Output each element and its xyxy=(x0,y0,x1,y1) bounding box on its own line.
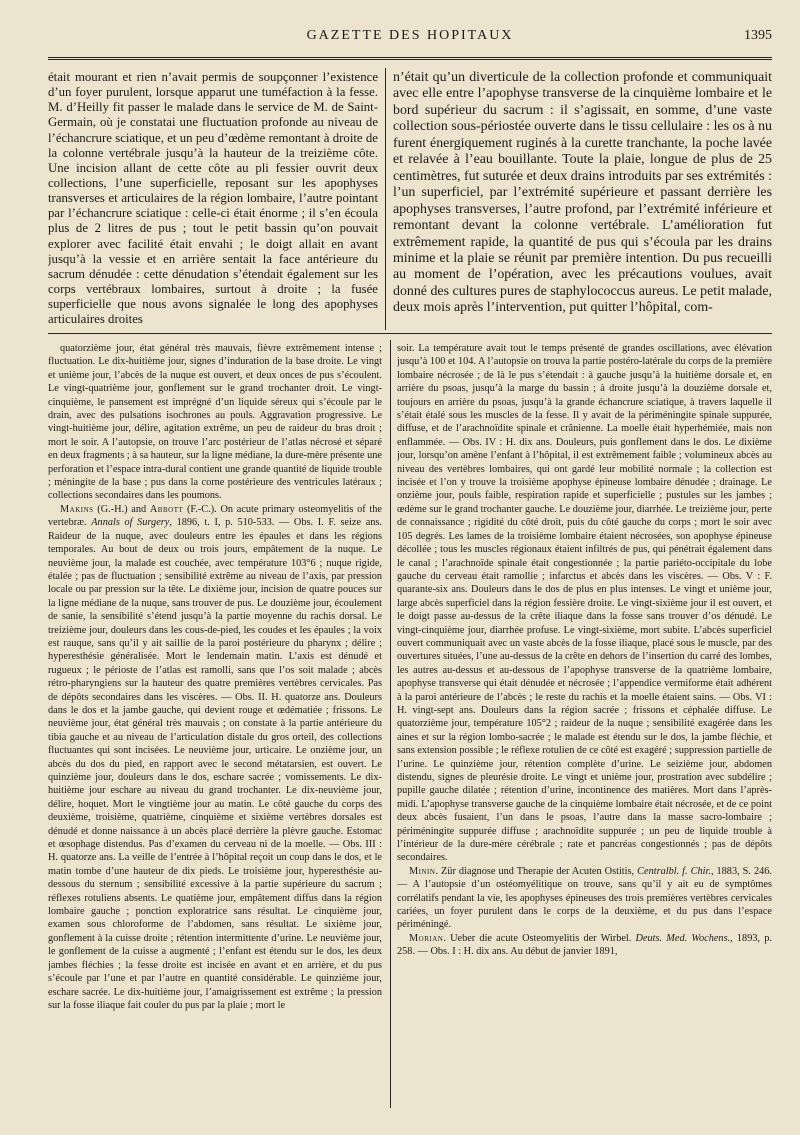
page-number: 1395 xyxy=(744,28,772,43)
author-name: Makins xyxy=(60,503,94,515)
top-right-column xyxy=(393,70,772,328)
note-paragraph: soir. La température avait tout le temps présenté de grandes oscillations, avec élévation jusqu’à 100 et 104. A l’autopsie on trouva la partie postéro-latérale du corps de la première lombaire nécrosée ; de là le pus s’étendait : à gauche jusqu’à la huitième dorsale et, en arrière du psoas, jusqu’à la marge du bassin ; à droite jusqu’à la douzième dorsale et, toujours en arrière du psoas, jusqu’à la grande échancrure sciatique, à travers laquelle il s’était étalé sous les muscles de la fesse. Il y avait de la périméningite spinale suppurée, diffuse, et de l’arachnoïdite spinale et crânienne. La moelle était hyperhémiée, mais non enflammée. — Obs. IV : H. dix ans. Douleurs, puis gonflement dans le dos. Le dixième jour, lorsqu’on amène l’enfant à l’hôpital, il est extrêmement faible ; volumineux abcès au niveau des vertèbres lombaires, qui ont gardé leur mobilité normale ; la collection est incisée et l’on y trouve la troisième apophyse épineuse lombaire dénudée ; drainage. Le onzième jour, pouls faible, respiration rapide et superficielle ; pustules sur les jambes ; œdème sur le grand trochanter gauche. Le douzième jour, diarrhée. Le treizième jour, perte de connaissance ; rigidité du côté droit, puis du côté gauche du corps ; mort le soir avec 105 degrés. Les lames de la troisième lombaire étaient nécrosées, son apophyse épineuse décollée ; tous les muscles régionaux étaient infiltrés de pus, qui pénétrait également dans le canal ; l’arachnoïde spinale était congestionnée ; la partie pariéto-occipitale du lobe gauche du cerveau était ramollie ; infarctus et abcès dans les viscères. — Obs. V : F. quarante-six ans. Douleurs dans le dos de plus en plus intenses. Le vingt et unième jour, large abcès superficiel dans la région fessière droite. Le vingt-sixième jour il est ouvert, et le doigt passe au-dessus de la crête iliaque dans la fosse sans trouver d’os dénudé. Le vingt-cinquième jour, diarrhée profuse. Le vingt-sixième, mort subite. L’abcès superficiel ouvert communiquait avec un vaste abcès de la fosse iliaque, placé sous le muscle, par des ouvertures situées, l’une au-dessus de la crête en dehors de l’insertion du carré des lombes, les autres au-dessus et au-dessous de l’apophyse transverse de la quatrième lombaire, apophyse transverse qui était dénudée et nécrosée ; l’appendice vermiforme était adhérent à la paroi antérieure de l’abcès ; le reste du rachis et la moelle étaient sains. — Obs. VI : H. vingt-sept ans. Douleurs dans la région sacrée ; frissons et céphalée diffuse. Le quatorzième jour, température 105°2 ; raideur de la nuque ; sensibilité exagérée dans les aines et sur la région lombo-sacrée ; le malade est étendu sur le dos, la jambe fléchie, et sans extension possible ; le réflexe rotulien de ce côté est exagéré ; suppression partielle de l’urine. Le quinzième jour, rétention complète d’urine. Le seizième jour, abdomen distendu, signes de pleurésie droite. Le vingt et unième jour, prostration avec subdélire ; pupille gauche dilatée ; rétention d’urine, incontinence des matières. Mort dans l’après-midi. L’apophyse transverse gauche de la cinquième lombaire était nécrosée, et de ce point deux abcès fusaient, l’un dans le psoas, l’autre dans la masse sacro-lombaire ; périméningite suppurée diffuse ; arachnoïdite suppurée ; un peu de liquide trouble à l’intérieur de la dure-mère cérébrale ; rate et pancréas congestionnés ; pas de dépôts secondaires. xyxy=(397,343,772,864)
bibliography-entry-minin: Minin. Zür diagnose und Therapie der Acuten Ostitis, Centralbl. f. Chir., 1883, S. 246. — A l’autopsie d’un ostéomyélitique on trouve, sans qu’il y ait eu de symptômes corrélatifs pendant la vie, les apophyses épineuses des trois premières vertèbres cervicales cariées, un foyer purulent dans le corps de la deuxième, et du pus dans l’espace périméningé. xyxy=(397,865,772,931)
author-name: Minin xyxy=(409,865,436,877)
journal-title: GAZETTE DES HOPITAUX xyxy=(306,28,514,43)
author-name: Morian xyxy=(409,932,444,944)
header-rule xyxy=(48,57,772,60)
bibliography-entry-makins: Makins (G.-H.) and Abbott (F.-C.). On acute primary osteomyelitis of the vertebræ. Annals of Surgery, 1896, t. I, p. 510-533. — Obs. I. F. seize ans. Raideur de la nuque, avec douleurs entre les épaules et dans les régions temporales. Au bout de deux ou trois jours, empâtement de la nuque. Le neuvième jour, la malade est couchée, avec température 103°6 ; nuque rigide, étalée ; pas de fluctuation ; sensibilité extrême au niveau de l’axis, par pression locale ou par pression sur la tête. Le dixième jour, incision de quatre pouces sur la ligne médiane de la nuque, sans trouver de pus. Le douzième jour, écoulement de sanie, la sensibilité s’étend jusqu’à la partie moyenne du rachis dorsal. Le treizième jour, douleurs dans les cous-de-pied, les coudes et les épaules ; la voix est rauque, sans qu’il y ait saillie de la paroi postérieure du pharynx ; délire ; hyperesthésie généralisée. Mort le lendemain matin. L’axis est dénudé et rugueux ; le périoste de l’atlas est ramolli, sans que l’os soit malade ; abcès rétro-pharyngiens sur la hauteur des quatre premières vertèbres cervicales. Pas de dépôts secondaires dans les viscères. — Obs. II. H. quatorze ans. Douleurs dans le dos et la jambe gauche, qui devient rouge et œdématiée ; frissons. Le neuvième jour, état général très mauvais ; on constate à la partie antérieure du tibia gauche et au niveau de l’articulation distale du gros orteil, des collections fluctuantes qui sont incisées. Le neuvième jour, urticaire. Le onzième jour, un abcès du dos du pied, en rapport avec le second métatarsien, est ouvert. Le quinzième jour, douleurs dans le dos, eschare sacrée ; vomissements. Le dix-huitième jour eschare au niveau du grand trochanter. Le dix-neuvième jour, délire, hoquet. Mort le vingtième jour au matin. Le côté gauche du corps des deuxième, troisième, quatrième, cinquième et sixième vertèbres dorsales est dénudé et donne naissance à un abcès placé derrière la plèvre gauche. Estomac et œsophage distendus. Pas d’examen du cerveau ni de la moelle. — Obs. III : H. quatorze ans. La veille de l’entrée à l’hôpital reçoit un coup dans le dos, et le matin tombe d’une hauteur de dix pieds. Le troisième jour, hyperesthésie au-dessous du sternum ; sensibilité excessive à la partie supérieure du sacrum ; réflexes rotuliens absents. Le quatième jour, empâtement diffus dans la région lombaire gauche ; ponction exploratrice sans résultat. Le cinquième jour, examen sous chloroforme de l’abdomen, sans résultat. Le sixième jour, gonflement à la cuisse droite ; rétention intermittente d’urine. Le neuvième jour, le gonflement de la cuisse a augmenté ; l’enfant est étendu sur le dos, les deux jambes fléchies ; la fesse droite est incisée en avant et en arrière, et du pus s’écoule par l’une et par l’autre en quantité considérable. Le quinzième jour, eschare sacrée. Le dix-huitième jour, l’amaigrissement est extrême ; la pression sur la fosse iliaque fait couler du pus par la plaie ; mort le xyxy=(48,503,382,1011)
bottom-right-column xyxy=(397,342,772,1108)
running-header xyxy=(48,28,772,50)
author-name: Abbott xyxy=(149,503,184,515)
journal-name: Deuts. Med. Wochens. xyxy=(635,932,731,944)
bottom-left-column xyxy=(48,342,382,1108)
section-rule xyxy=(48,333,772,334)
body-paragraph: était mourant et rien n’avait permis de soupçonner l’existence d’un foyer purulent, lorsque apparut une tuméfaction à la fesse. M. d’Heilly fit passer le malade dans le service de M. de Saint-Germain, où je constatai une fluctuation profonde au niveau de l’échancrure sciatique, et un peu d’œdème remontant à droite de la colonne vertébrale jusqu’à la hauteur de la treizième côte. Une incision allant de cette côte au pli fessier ouvrit deux collections, l’une superficielle, reposant sur les apophyses transverses et articulaires de la région lombaire, l’autre pointant par l’échancrure sciatique : celle-ci était énorme ; il s’en écoula plus de 2 litres de pus ; tout le petit bassin qu’on pouvait explorer avec facilité était envahi ; le doigt allait en avant jusqu’à la vessie et en arrière sentait la face antérieure du sacrum dénudée : cette dénudation s’étendait également sur les corps vertébraux lombaires, surtout à droite ; la fusée superficielle que nous avons signalée le long des apophyses articulaires droites xyxy=(48,70,378,327)
column-divider-bottom xyxy=(390,340,391,1108)
note-paragraph: quatorzième jour, état général très mauvais, fièvre extrêmement intense ; fluctuation. Le dix-huitième jour, signes d’induration de la base droite. Le vingt et unième jour, l’abcès de la nuque est ouvert, et deux onces de pus s’écoulent. Le vingt-quatrième jour, gonflement sur le grand trochanter droit. Le vingt-cinquième, le pansement est imprégné d’un liquide séreux qui s’écoule par le drain, avec des pulsations isochrones au pouls. Aggravation progressive. Le vingt-huitième jour, délire, agitation extrême, un peu de raideur du bras droit ; mort le soir. A l’autopsie, on trouve l’arc postérieur de l’atlas nécrosé et séparé en deux fragments ; à sa hauteur, sur la ligne médiane, la dure-mère présente une perforation et l’espace intra-dural contient une grande quantité de liquide trouble ; méningite de la base ; pus dans la corne postérieure des ventricules latéraux ; collections secondaires dans les poumons. xyxy=(48,343,382,502)
journal-name: Annals of Surgery xyxy=(91,517,170,529)
bibliography-entry-morian: Morian. Ueber die acute Osteomyelitis der Wirbel. Deuts. Med. Wochens., 1893, p. 258. — Obs. I : H. dix ans. Au début de janvier 1891, xyxy=(397,932,772,958)
top-left-column xyxy=(48,70,378,328)
body-paragraph: n’était qu’un diverticule de la collection profonde et communiquait avec elle entre l’apophyse transverse de la cinquième lombaire et le bord supérieur du sacrum : il s’agissait, en somme, d’une vaste collection sous-périostée ouverte dans le tissu cellulaire : les os à nu furent énergiquement ruginés à la curette tranchante, la poche lavée et relavée à l’eau bouillante. Toute la plaie, longue de plus de 25 centimètres, fut suturée et deux drains introduits par ses extrémités : l’un superficiel, par l’extrémité supérieure et passant derrière les apophyses transverses, l’autre profond, par l’extrémité inférieure et remontant devant la colonne vertébrale. L’amélioration fut extrêmement rapide, la quantité de pus qui s’écoula par les drains minime et la plaie se réunit par première intention. Du pus recueilli au moment de l’opération, avec les précautions voulues, avait donné des cultures pures de staphylococcus aureus. Le petit malade, deux mois après l’intervention, put quitter l’hôpital, com- xyxy=(393,70,772,316)
journal-name: Centralbl. f. Chir. xyxy=(637,865,711,877)
column-divider-top xyxy=(385,68,386,330)
